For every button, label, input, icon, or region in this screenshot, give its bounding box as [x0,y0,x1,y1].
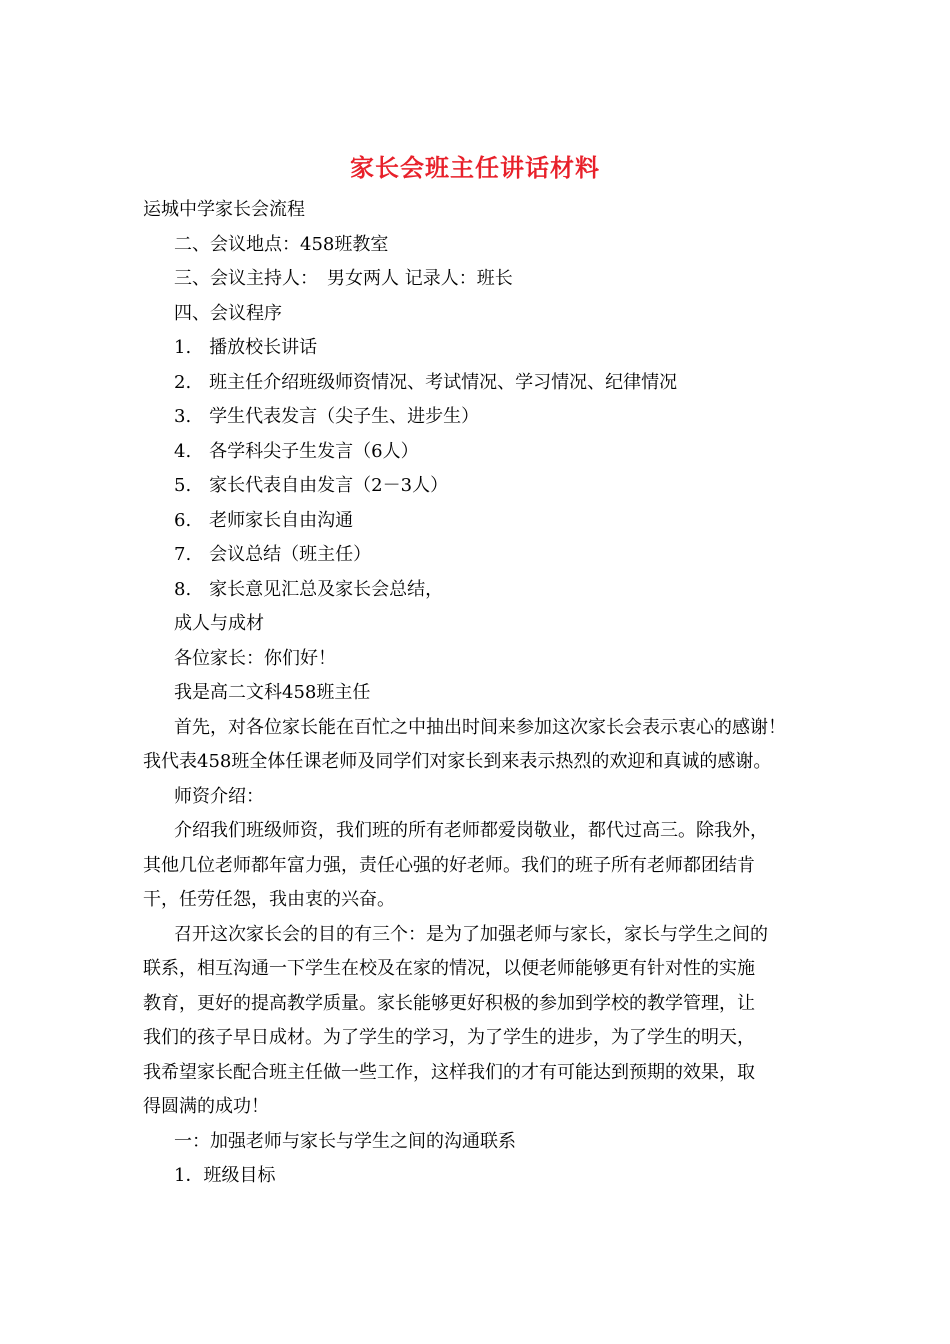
text-line: 各位家长：你们好！ [174,647,336,669]
list-item: 2. 班主任介绍班级师资情况、考试情况、学习情况、纪律情况 [174,371,678,393]
text-line: 介绍我们班级师资，我们班的所有老师都爱岗敬业，都代过高三。除我外， [174,820,768,841]
text-line: 我代表458班全体任课老师及同学们对家长到来表示热烈的欢迎和真诚的感谢。 [143,751,772,772]
text-line: 四、会议程序 [174,302,282,324]
text-line: 得圆满的成功！ [143,1096,269,1117]
text-line: 召开这次家长会的目的有三个：是为了加强老师与家长，家长与学生之间的 [174,923,768,945]
list-item: 4. 各学科尖子生发言（6人） [174,440,419,462]
text-line: 三、会议主持人： 男女两人 记录人：班长 [174,268,513,289]
list-item: 5. 家长代表自由发言（2－3人） [174,475,449,496]
list-item: 6. 老师家长自由沟通 [174,509,354,531]
text-line: 联系，相互沟通一下学生在校及在家的情况，以便老师能够更有针对性的实施 [143,958,755,979]
section-heading: 一：加强老师与家长与学生之间的沟通联系 [174,1130,516,1152]
text-line: 首先，对各位家长能在百忙之中抽出时间来参加这次家长会表示衷心的感谢！ [174,716,786,738]
document-body [143,193,815,1194]
list-item: 1. 播放校长讲话 [174,337,318,358]
text-line: 我希望家长配合班主任做一些工作，这样我们的才有可能达到预期的效果，取 [143,1061,755,1083]
list-item: 3. 学生代表发言（尖子生、进步生） [174,406,480,427]
text-line: 师资介绍： [174,785,264,807]
text-line: 二、会议地点：458班教室 [174,233,389,255]
document-title: 家长会班主任讲话材料 [350,153,600,182]
text-line: 其他几位老师都年富力强，责任心强的好老师。我们的班子所有老师都团结肯 [143,854,755,876]
section-heading: 成人与成材 [174,613,264,634]
text-line: 教育，更好的提高教学质量。家长能够更好积极的参加到学校的教学管理，让 [143,992,755,1014]
list-item: 8. 家长意见汇总及家长会总结， [174,578,444,600]
list-item: 7. 会议总结（班主任） [174,544,372,565]
text-line: 运城中学家长会流程 [143,199,305,220]
list-item: 1．班级目标 [174,1165,276,1186]
text-line: 我们的孩子早日成材。为了学生的学习，为了学生的进步，为了学生的明天， [143,1027,755,1048]
text-line: 干，任劳任怨，我由衷的兴奋。 [143,889,395,910]
text-line: 我是高二文科458班主任 [174,682,371,703]
